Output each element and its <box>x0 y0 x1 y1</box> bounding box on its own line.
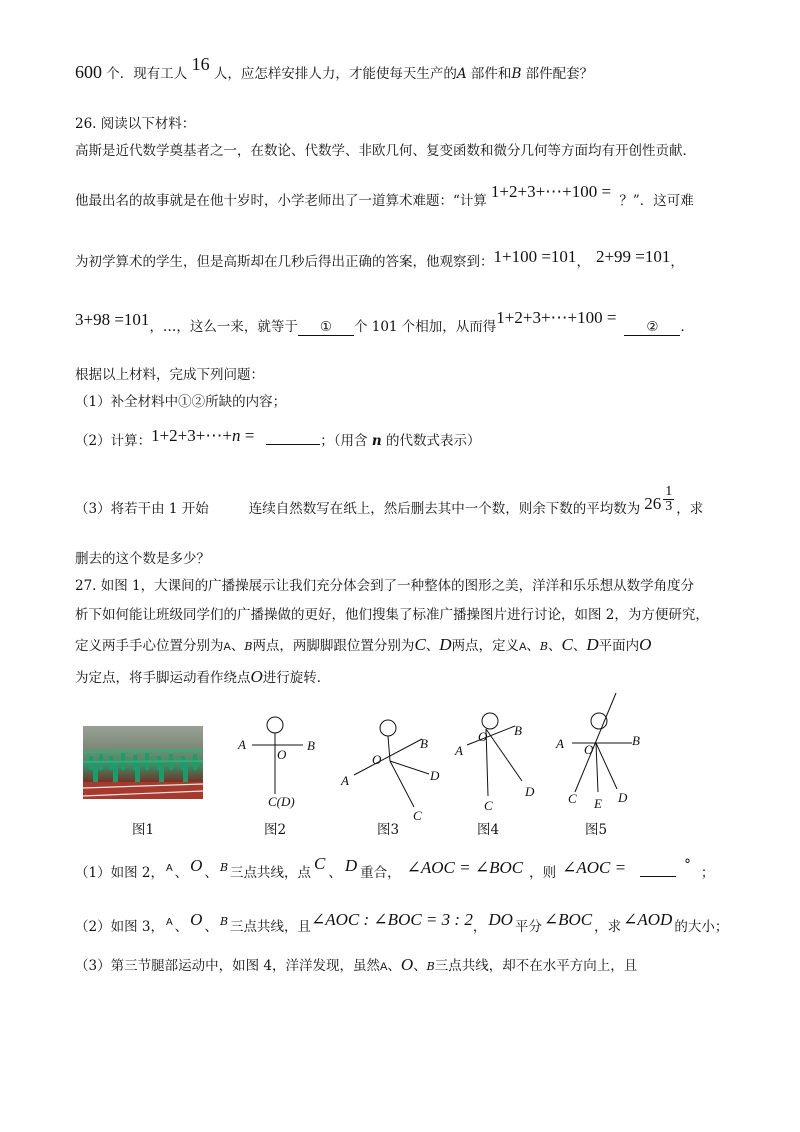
blank-sum-n[interactable] <box>266 444 320 445</box>
letter-a: A <box>223 641 231 653</box>
label-b: B <box>420 736 428 751</box>
label-cd: C(D) <box>268 794 295 809</box>
separator: 、 <box>413 958 427 974</box>
label-o: O <box>478 729 488 744</box>
text: （3）将若干由 1 开始 <box>75 501 209 517</box>
text: 进行旋转． <box>262 670 331 686</box>
label-c: C <box>484 798 493 813</box>
caption-figure-3: 图3 <box>377 822 400 838</box>
sum-expression-2: 1+2+3+⋯+100 = <box>496 308 617 327</box>
equation-1: 1+100 =101 <box>493 247 577 266</box>
label-a: A <box>556 736 564 751</box>
text: （2）计算： <box>75 433 152 449</box>
text: 两点，定义 <box>451 638 520 654</box>
label-o: O <box>277 747 287 762</box>
separator: 、 <box>204 865 218 881</box>
num-600: 600 <box>75 62 102 82</box>
text: （3）第三节腿部运动中，如图 4，洋洋发现，虽然 <box>75 958 380 974</box>
text: 的代数式表示） <box>381 433 481 449</box>
caption-figure-2: 图2 <box>264 822 287 838</box>
angle-aod: ∠AOD <box>623 910 673 929</box>
var-n: n <box>371 433 382 449</box>
var-n: n <box>231 426 241 445</box>
label-a: A <box>238 737 246 752</box>
equation-3: 3+98 =101 <box>75 310 150 329</box>
caption-figure-5: 图5 <box>585 822 608 838</box>
text: 平面内 <box>598 638 640 654</box>
text: 重合， <box>360 865 401 881</box>
question-27-line-2: 析下如何能让班级同学们的广播操做的更好，他们搜集了标准广播操图片进行讨论，如图 2，为方便研究， <box>75 607 709 623</box>
separator: 、 <box>230 638 245 654</box>
letter-o: O <box>190 910 203 929</box>
text: ． <box>680 319 694 335</box>
text: ，求 <box>594 919 622 935</box>
denominator: 3 <box>665 499 673 514</box>
label-b: B <box>307 738 315 753</box>
caption-figure-4: 图4 <box>477 822 500 838</box>
broadcast-exercise-photo <box>83 726 203 799</box>
letter-c: C <box>414 635 426 654</box>
num-16: 16 <box>191 54 210 74</box>
label-o: O <box>372 752 382 767</box>
separator: 、 <box>204 919 218 935</box>
separator: 、 <box>174 919 189 935</box>
blank-2[interactable]: ② <box>624 319 680 336</box>
part-b: B <box>511 66 522 82</box>
label-c: C <box>568 791 577 806</box>
letter-o: O <box>639 635 652 654</box>
text: 三点共线，却不在水平方向上，且 <box>434 958 638 974</box>
angle-boc: ∠BOC <box>543 910 593 929</box>
label-d: D <box>618 790 628 805</box>
sum-expression: 1+2+3+⋯+100 = <box>490 182 612 201</box>
text: ？”．这可难 <box>615 193 694 209</box>
letter-c: C <box>314 854 326 873</box>
text: 两点，两脚脚跟位置分别为 <box>252 638 415 654</box>
separator: 、 <box>572 638 587 654</box>
text: 三点共线，点 <box>230 865 312 881</box>
text: ， <box>576 254 590 270</box>
label-o: O <box>584 742 594 757</box>
text: 定义两手手心位置分别为 <box>75 638 224 654</box>
label-d: D <box>525 784 535 799</box>
separator: 、 <box>174 865 189 881</box>
text: 三点共线，且 <box>230 919 312 935</box>
label-b: B <box>514 723 522 738</box>
angle-aoc: ∠AOC = <box>562 858 627 877</box>
separator: 、 <box>387 958 401 974</box>
text: 为初学算术的学生，但是高斯却在几秒后得出正确的答案，他观察到： <box>75 254 494 270</box>
figure-3 <box>336 712 446 827</box>
text: 个．现有工人 <box>102 66 192 82</box>
question-27-line-3 <box>75 635 651 657</box>
letter-a: A <box>165 917 173 928</box>
text: 人，应怎样安排人力，才能使每天生产的 <box>209 66 457 82</box>
label-a: A <box>455 743 463 758</box>
letter-a: A <box>379 961 388 973</box>
line-600-workers <box>75 54 594 84</box>
letter-b: B <box>426 960 435 973</box>
q27-sub-2 <box>75 910 729 939</box>
paragraph-gauss-intro: 高斯是近代数学奠基者之一，在数论、代数学、非欧几何、复变函数和微分几何等方面均有开创性贡献． <box>75 143 696 159</box>
text: ， <box>670 254 684 270</box>
question-27-line-1: 27. 如图 1，大课间的广播操展示让我们充分体会到了一种整体的图形之美，洋洋和乐乐想从数学角度分 <box>75 578 695 594</box>
label-b: B <box>632 733 640 748</box>
letter-b: B <box>539 640 548 653</box>
part-a: A <box>456 66 467 82</box>
text: ，求 <box>676 501 704 517</box>
label-a: A <box>341 773 349 788</box>
q27-sub-3 <box>75 955 637 977</box>
numerator: 1 <box>665 484 673 499</box>
text: 平分 <box>514 919 542 935</box>
separator: 、 <box>548 638 562 654</box>
label-e: E <box>594 796 602 811</box>
letter-c: C <box>561 635 573 654</box>
text: ，则 <box>529 865 557 881</box>
paragraph-gauss-result <box>75 308 694 337</box>
instruction: 根据以上材料，完成下列问题： <box>75 367 264 383</box>
text: 部件配套？ <box>521 66 594 82</box>
sub-question-2 <box>75 426 481 451</box>
sub-question-3 <box>75 484 704 524</box>
text: 部件和 <box>466 66 512 82</box>
text: （2）如图 3， <box>75 919 164 935</box>
text: ， <box>472 919 487 935</box>
question-27-line-4 <box>75 667 330 688</box>
angle-equation: ∠AOC = ∠BOC <box>406 858 524 877</box>
separator: 、 <box>526 638 540 654</box>
equation-2: 2+99 =101 <box>595 247 671 266</box>
letter-o: O <box>250 667 263 686</box>
letter-d: D <box>344 856 358 875</box>
figure-2 <box>228 712 328 812</box>
letter-d: D <box>439 635 452 654</box>
sub-question-3-end: 删去的这个数是多少？ <box>75 551 210 567</box>
caption-figure-1: 图1 <box>132 822 155 838</box>
ray-do: DO <box>488 910 513 929</box>
q27-sub-1 <box>75 854 715 885</box>
letter-b: B <box>244 640 253 653</box>
separator: 、 <box>328 865 342 881</box>
mixed-number-int: 26 <box>644 494 662 513</box>
mixed-number-frac <box>663 485 674 514</box>
separator: 、 <box>425 638 440 654</box>
text: ； <box>700 865 715 881</box>
letter-o: O <box>400 955 414 974</box>
head-circle <box>267 717 283 733</box>
letter-b: B <box>219 861 229 874</box>
sum-n-expression: 1+2+3+⋯+ <box>151 426 232 445</box>
letter-a: A <box>165 863 173 874</box>
blank-1[interactable]: ① <box>298 319 354 336</box>
paragraph-gauss-observe <box>75 247 684 272</box>
sub-question-1: （1）补全材料中①②所缺的内容； <box>75 394 287 410</box>
letter-b: B <box>219 915 229 928</box>
letter-d: D <box>586 635 599 654</box>
text: 的大小； <box>674 919 729 935</box>
text: 个 101 个相加，从而得 <box>353 319 497 335</box>
letter-o: O <box>190 856 203 875</box>
label-c: C <box>413 808 422 823</box>
text: 他最出名的故事就是在他十岁时，小学老师出了一道算术难题：“计算 <box>75 193 487 209</box>
figure-5 <box>550 690 665 815</box>
figure-4 <box>445 708 545 813</box>
paragraph-gauss-story <box>75 182 694 211</box>
question-26-title: 26. 阅读以下材料： <box>75 116 196 132</box>
letter-a: A <box>519 641 527 653</box>
text: ；（用含 <box>320 433 372 449</box>
blank-angle-aoc[interactable] <box>640 876 676 877</box>
text: 为定点，将手脚运动看作绕点 <box>75 670 251 686</box>
label-d: D <box>430 768 440 783</box>
angle-ratio: ∠AOC : ∠BOC = 3 : 2 <box>311 910 473 929</box>
text: （1）如图 2， <box>75 865 164 881</box>
equals: = <box>240 426 255 445</box>
text: 连续自然数写在纸上，然后删去其中一个数，则余下数的平均数为 <box>248 501 641 517</box>
degree: ° <box>684 857 691 873</box>
text: ，…，这么一来，就等于 <box>149 319 298 335</box>
